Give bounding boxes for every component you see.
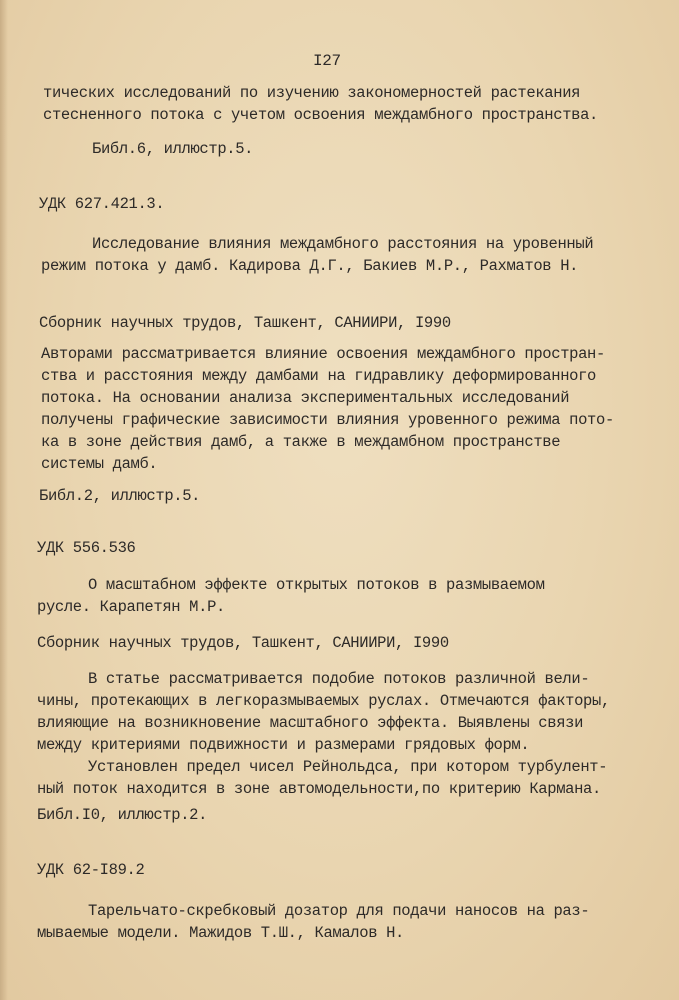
abstract-line-4: получены графические зависимости влияния уровенного режима пото- [41, 411, 614, 429]
article-title-line-1: Тарельчато-скребковый дозатор для подачи наносов на раз- [88, 902, 590, 920]
abstract-line-1: В статье рассматривается подобие потоков различной вели- [88, 670, 590, 688]
bibliography-line: Библ.I0, иллюстр.2. [37, 806, 208, 824]
abstract-line-3: влияющие на возникновение масштабного эффекта. Выявлены связи [37, 714, 584, 732]
article-title-line-1: Исследование влияния междамбного расстояния на уровенный [92, 235, 594, 253]
abstract-line-5: ка в зоне действия дамб, а также в междамбном пространстве [41, 433, 561, 451]
abstract-line-3: потока. На основании анализа экспериментальных исследований [41, 389, 570, 407]
abstract-line-2: чины, протекающих в легкоразмываемых руслах. Отмечаются факторы, [37, 692, 610, 710]
udc-code: УДК 556.536 [37, 539, 136, 557]
article-title-line-2: русле. Карапетян М.Р. [37, 598, 225, 616]
source-line: Сборник научных трудов, Ташкент, САНИИРИ, I990 [37, 634, 449, 652]
article-title-line-1: О масштабном эффекте открытых потоков в размываемом [88, 576, 545, 594]
udc-code: УДК 627.421.3. [39, 195, 165, 213]
abstract-line-4: между критериями подвижности и размерами грядовых форм. [37, 736, 530, 754]
udc-code: УДК 62-I89.2 [37, 861, 145, 879]
abstract-line-6: системы дамб. [41, 455, 158, 473]
source-line: Сборник научных трудов, Ташкент, САНИИРИ, I990 [39, 314, 451, 332]
article-title-line-2: режим потока у дамб. Кадирова Д.Г., Бакиев М.Р., Рахматов Н. [41, 257, 579, 275]
bibliography-line: Библ.6, иллюстр.5. [92, 140, 254, 158]
page-edge-shadow [0, 0, 8, 1000]
abstract-line-5: Установлен предел чисел Рейнольдса, при котором турбулент- [88, 758, 608, 776]
abstract-line-1: Авторами рассматривается влияние освоения междамбного простран- [41, 345, 605, 363]
page-number: I27 [313, 52, 341, 70]
text-line-2: стесненного потока с учетом освоения междамбного пространства. [43, 106, 598, 124]
bibliography-line: Библ.2, иллюстр.5. [39, 487, 201, 505]
text-line-1: тических исследований по изучению закономерностей растекания [43, 84, 581, 102]
article-title-line-2: мываемые модели. Мажидов Т.Ш., Камалов Н. [37, 924, 405, 942]
abstract-line-6: ный поток находится в зоне автомодельности,по критерию Кармана. [37, 780, 601, 798]
abstract-line-2: ства и расстояния между дамбами на гидравлику деформированного [41, 367, 596, 385]
